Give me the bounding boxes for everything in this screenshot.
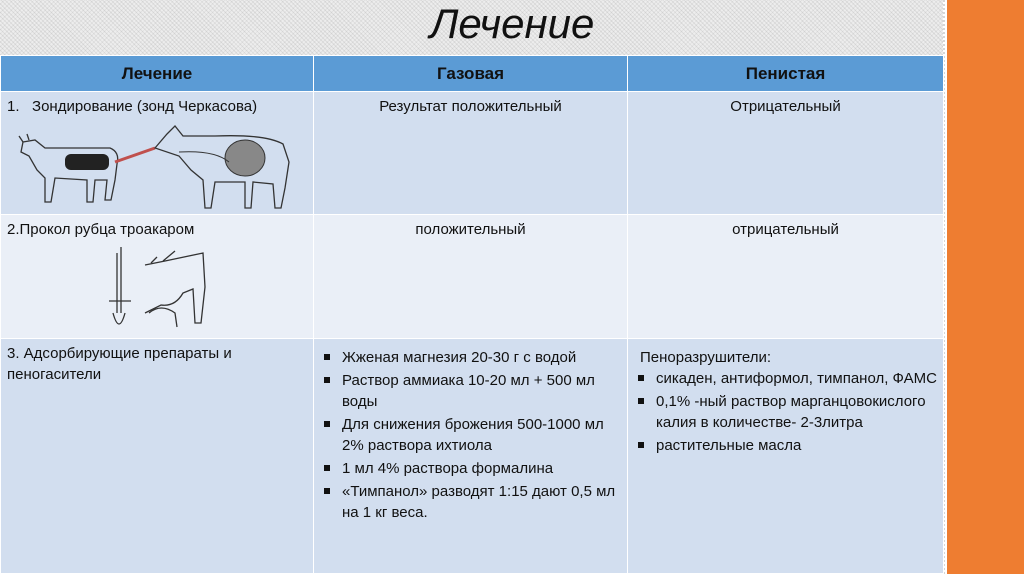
table-row [1,92,944,215]
row2-gas: положительный [314,215,628,339]
bullet-icon [638,375,644,381]
accent-bar [947,0,1024,574]
row3-foam-label: Пеноразрушители: [640,349,772,366]
row1-treatment-cell [1,92,314,215]
row3-foam-cell [628,339,944,574]
header-treatment: Лечение [1,56,314,92]
row1-gas: Результат положительный [314,92,628,215]
treatment-table [0,55,944,574]
trocar-illustration [105,243,215,337]
list-item: Для снижения брожения 500-1000 мл 2% раствора ихтиола [320,414,621,456]
row2-treatment: 2.Прокол рубца троакаром [7,221,195,238]
list-item: сикаден, антиформол, тимпанол, ФАМС [634,368,937,389]
list-item: «Тимпанол» разводят 1:15 дают 0,5 мл на 1 кг веса. [320,481,621,523]
slide-title: Лечение [429,0,595,47]
row3-gas-cell [314,339,628,574]
table-row [1,339,944,574]
bullet-icon [324,421,330,427]
bullet-icon [638,398,644,404]
row2-foam: отрицательный [628,215,944,339]
cow-probe-illustration [15,122,305,214]
list-item: 1 мл 4% раствора формалина [320,458,621,479]
list-item: 0,1% -ный раствор марганцовокислого калия в количестве- 2-3литра [634,391,937,433]
bullet-icon [324,488,330,494]
bullet-icon [324,465,330,471]
list-item: растительные масла [634,435,937,456]
header-gas: Газовая [314,56,628,92]
header-foam: Пенистая [628,56,944,92]
list-item: Раствор аммиака 10-20 мл + 500 мл воды [320,370,621,412]
row1-foam: Отрицательный [628,92,944,215]
table-row [1,215,944,339]
row1-treatment: 1. Зондирование (зонд Черкасова) [7,98,258,115]
bullet-icon [638,442,644,448]
row3-foam-list [634,368,937,456]
list-item: Жженая магнезия 20-30 г с водой [320,347,621,368]
row2-treatment-cell [1,215,314,339]
bullet-icon [324,377,330,383]
bullet-icon [324,354,330,360]
row3-gas-list [320,347,621,523]
row3-treatment: 3. Адсорбирующие препараты и пеногасители [1,339,314,574]
header-row [1,56,944,92]
